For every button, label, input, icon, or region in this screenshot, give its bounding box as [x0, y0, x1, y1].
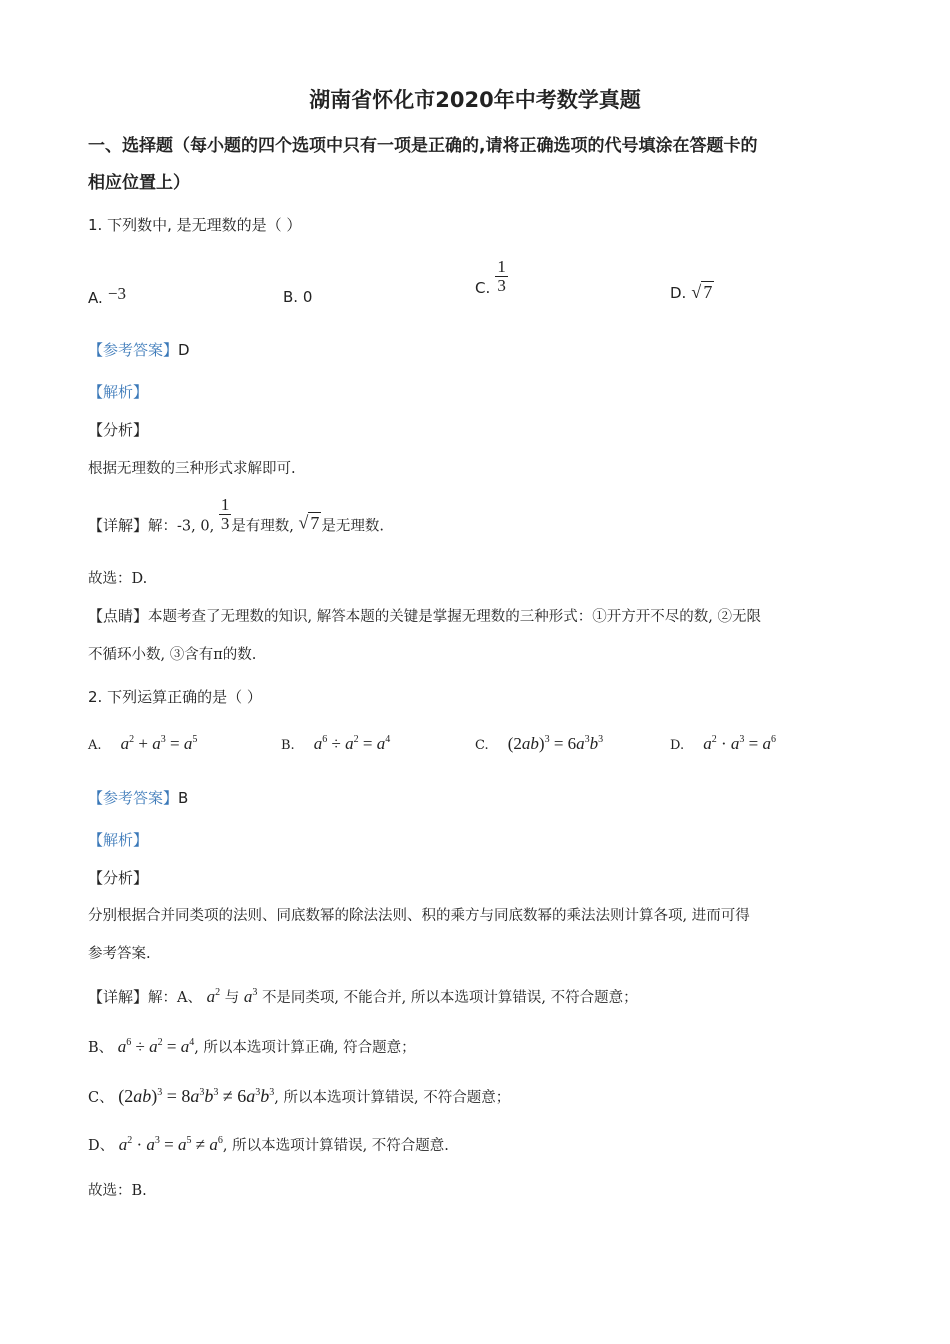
q2-option-b [281, 734, 390, 754]
fraction-denominator: 3 [220, 514, 230, 533]
option-label: D. [670, 284, 687, 302]
fraction [495, 258, 508, 295]
q2-fenxi-line1: 分别根据合并同类项的法则、同底数幂的除法法则、积的乘方与同底数幂的乘法法则计算各项, 进而可得 [88, 908, 750, 924]
answer-value: D [178, 341, 190, 359]
q2-option-d [670, 734, 776, 754]
option-label: D. [670, 738, 685, 753]
answer-label: 【参考答案】 [88, 341, 179, 359]
option-expr: $a^6 \div a^2 = a^4$ [313, 734, 391, 753]
math-expr: $a^2 \cdot a^3 = a^5 \ne a^6$ [118, 1135, 223, 1154]
answer-label: 【参考答案】 [88, 789, 179, 807]
option-label: A. [88, 738, 102, 753]
q2-option-a [88, 734, 197, 754]
fraction-numerator: 1 [497, 257, 506, 276]
q1-choose: 故选：D. [88, 571, 148, 587]
math-expr: $a^3$ [243, 987, 258, 1006]
q1-comment-line1 [88, 605, 761, 626]
detail-suffix: , 所以本选项计算正确, 符合题意； [194, 1040, 416, 1056]
section-heading-line2: 相应位置上） [88, 173, 190, 193]
detail-suffix: 不是同类项, 不能合并, 所以本选项计算错误, 不符合题意； [261, 990, 638, 1006]
answer-value: B [178, 789, 189, 807]
q2-choose: 故选：B. [88, 1183, 147, 1199]
sqrt-radicand: 7 [703, 282, 713, 302]
q1-analysis-label: 【解析】 [88, 383, 149, 401]
q1-answer [88, 339, 190, 360]
q1-option-b: B. 0 [283, 288, 313, 306]
q1-detail [88, 496, 384, 536]
fraction [219, 496, 232, 533]
option-expr: $a^2 \cdot a^3 = a^6$ [703, 734, 776, 753]
option-label: A. [88, 289, 103, 307]
q2-detail-d [88, 1134, 449, 1155]
q2-stem: 2. 下列运算正确的是（ ） [88, 688, 262, 706]
q2-analysis-label: 【解析】 [88, 831, 149, 849]
detail-suffix: , 所以本选项计算错误, 不符合题意. [222, 1138, 449, 1154]
q2-answer [88, 787, 188, 808]
option-label: C. [475, 738, 489, 753]
page-title: 湖南省怀化市2020年中考数学真题 [309, 88, 641, 112]
option-label: B. [281, 738, 295, 753]
detail-suffix: 是无理数. [321, 518, 385, 535]
comment-label: 【点睛】 [88, 607, 149, 625]
q2-option-c [475, 734, 603, 754]
q2-fenxi-line2: 参考答案. [88, 946, 151, 962]
math-expr: $(2ab)^3 = 8a^3b^3 \ne 6a^3b^3$ [118, 1086, 275, 1106]
q2-detail-b [88, 1036, 416, 1057]
fraction-denominator: 3 [497, 276, 506, 295]
detail-prefix: 解：A、 [148, 990, 202, 1006]
math-expr: $a^6 \div a^2 = a^4$ [117, 1037, 195, 1056]
option-label: C. [475, 279, 491, 297]
detail-suffix: , 所以本选项计算错误, 不符合题意； [274, 1090, 511, 1106]
section-heading-line1: 一、选择题（每小题的四个选项中只有一项是正确的,请将正确选项的代号填涂在答题卡的 [88, 136, 758, 156]
detail-prefix: D、 [88, 1138, 115, 1154]
detail-mid: 与 [224, 990, 240, 1006]
option-expr: −3 [107, 284, 126, 303]
q2-detail-c [88, 1086, 510, 1107]
detail-label: 【详解】 [88, 516, 149, 535]
q1-fenxi-text: 根据无理数的三种形式求解即可. [88, 461, 296, 477]
sqrt-expr: √ 7 [691, 282, 713, 302]
detail-prefix: 解：-3, 0, [148, 518, 219, 535]
detail-mid: 是有理数, [231, 518, 299, 535]
detail-prefix: C、 [88, 1090, 114, 1106]
comment-text: 本题考查了无理数的知识, 解答本题的关键是掌握无理数的三种形式：①开方开不尽的数, ②无限 [148, 609, 761, 625]
q1-option-c [475, 258, 508, 297]
q1-comment-line2: 不循环小数, ③含有π的数. [88, 647, 257, 663]
detail-label: 【详解】 [88, 988, 149, 1006]
q2-detail-a [88, 986, 638, 1007]
math-expr: $a^2$ [206, 987, 221, 1006]
q1-option-a [88, 284, 126, 307]
q1-option-d [670, 282, 714, 303]
q2-fenxi-label: 【分析】 [88, 869, 149, 887]
option-expr: $a^2 + a^3 = a^5$ [120, 734, 198, 753]
q1-stem: 1. 下列数中, 是无理数的是（ ） [88, 216, 302, 234]
sqrt-radicand: 7 [310, 512, 320, 533]
fraction-numerator: 1 [220, 495, 230, 514]
detail-prefix: B、 [88, 1040, 114, 1056]
q1-fenxi-label: 【分析】 [88, 421, 149, 439]
sqrt-expr: √ 7 [298, 512, 320, 533]
option-expr: $(2ab)^3 = 6a^3b^3$ [507, 734, 604, 753]
